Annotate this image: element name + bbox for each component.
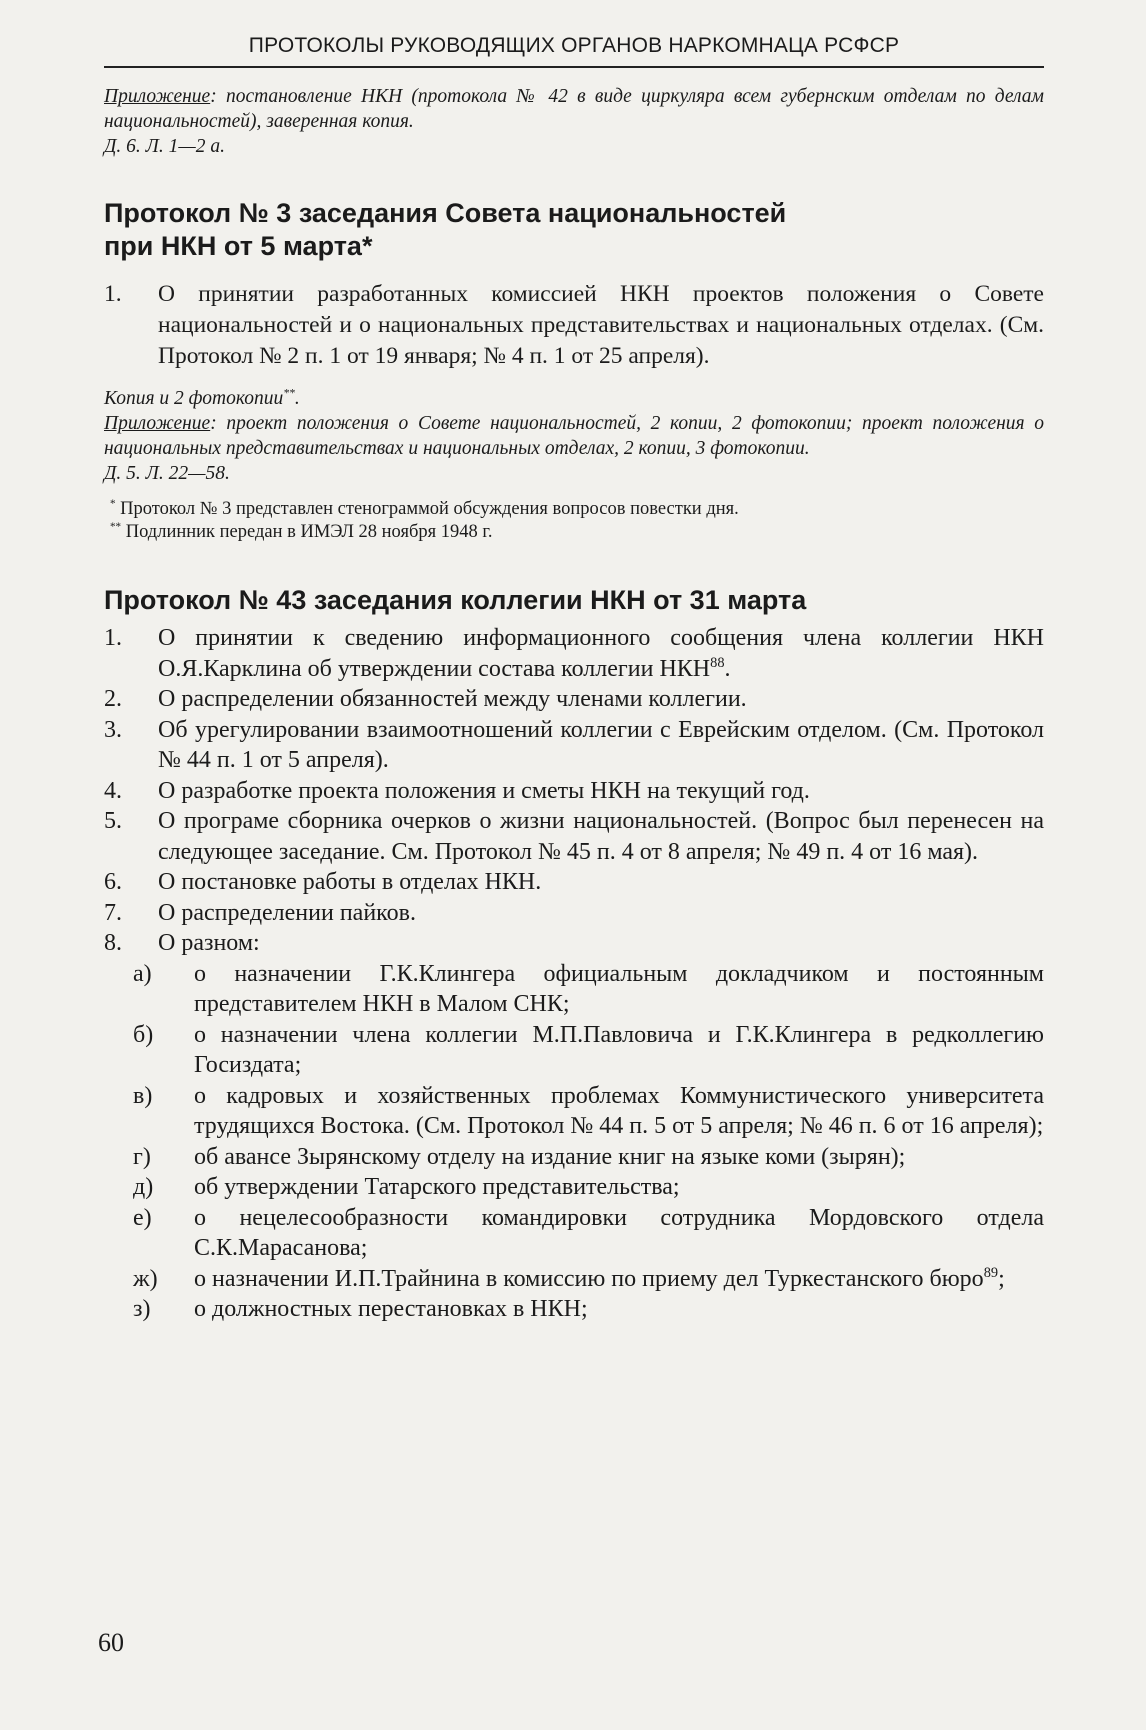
- item-text: О постановке работы в отделах НКН.: [158, 869, 542, 895]
- item-end: .: [724, 655, 731, 682]
- item-number: 1.: [104, 281, 122, 307]
- footnote-text: Подлинник передан в ИМЭЛ 28 ноября 1948 г.: [121, 522, 493, 542]
- protocol-3-title: [104, 197, 1044, 263]
- sub-item-label: б): [133, 1021, 154, 1048]
- running-header: ПРОТОКОЛЫ РУКОВОДЯЩИХ ОРГАНОВ НАРКОМНАЦА РСФСР: [248, 34, 900, 57]
- copies-mark: **: [283, 386, 295, 400]
- sub-item: [104, 1172, 1044, 1203]
- agenda-item: [104, 898, 1044, 929]
- copies-note: Копия и 2 фотокопии**.: [104, 386, 300, 409]
- item-text: Об урегулировании взаимоотношений коллегии с Еврейским отделом. (См. Протокол № 44 п. 1 от 5 апреля).: [158, 716, 1044, 773]
- endnote-ref: 88: [710, 654, 725, 671]
- sub-item-text: о назначении И.П.Трайнина в комиссию по приему дел Туркестанского бюро: [194, 1265, 984, 1292]
- item-number: 1.: [104, 625, 122, 651]
- item-number: 5.: [104, 808, 122, 834]
- sub-item-label: ж): [133, 1265, 158, 1292]
- sub-item-label: з): [133, 1296, 151, 1322]
- archive-reference: Д. 5. Л. 22—58.: [104, 463, 230, 484]
- sub-item: [104, 1294, 1044, 1325]
- item-number: 3.: [104, 716, 122, 743]
- agenda-item: [104, 279, 1044, 372]
- item-number: 8.: [104, 930, 122, 956]
- sub-item-text: о нецелесообразности командировки сотрудника Мордовского отдела С.К.Марасанова;: [194, 1204, 1044, 1261]
- footnote: [104, 498, 1044, 521]
- miscellaneous-subitems: [104, 959, 1044, 1325]
- agenda-item: [104, 776, 1044, 807]
- item-text: О разработке проекта положения и сметы НКН на текущий год.: [158, 777, 810, 804]
- item-number: 2.: [104, 686, 122, 712]
- endnote-ref: 89: [983, 1264, 999, 1281]
- agenda-item: [104, 867, 1044, 898]
- agenda-item: [104, 715, 1044, 776]
- protocol-3-title-line1: Протокол № 3 заседания Совета национальностей: [104, 198, 787, 228]
- sub-item-text: о должностных перестановках в НКН;: [194, 1296, 588, 1322]
- item-text: О принятии к сведению информационного сообщения члена коллегии НКН О.Я.Карклина об утверждении состава коллегии НКН: [158, 625, 1044, 682]
- appendix-label: Приложение: [104, 86, 211, 107]
- item-text: О принятии разработанных комиссией НКН проектов положения о Совете национальностей и о национальных представительствах и национальных отделах. (См. Протокол № 2 п. 1 от 19 января; № 4 п. 1 от 25 апреля).: [158, 281, 1044, 369]
- sub-item-label: е): [133, 1204, 152, 1231]
- sub-item-end: ;: [998, 1265, 1005, 1292]
- page-number: 60: [98, 1628, 124, 1657]
- protocol-3-title-mark: *: [361, 231, 373, 261]
- agenda-item: [104, 928, 1044, 959]
- footnotes: [104, 498, 1044, 544]
- sub-item: [104, 1142, 1044, 1173]
- item-text: О распределении пайков.: [158, 899, 416, 926]
- top-appendix-note: [104, 84, 1044, 134]
- sub-item: [104, 1020, 1044, 1081]
- agenda-item: [104, 684, 1044, 715]
- protocol-43-title: Протокол № 43 заседания коллегии НКН от 31 марта: [104, 585, 807, 615]
- protocol-3-title-line2: при НКН от 5 марта: [104, 231, 362, 261]
- item-text: О разном:: [158, 930, 260, 956]
- item-text: О програме сборника очерков о жизни национальностей. (Вопрос был перенесен на следующее заседание. См. Протокол № 45 п. 4 от 8 апреля; № 49 п. 4 от 16 мая).: [158, 808, 1044, 865]
- sub-item: [104, 1203, 1044, 1264]
- appendix-text: : постановление НКН (протокола № 42 в виде циркуляра всем губернским отделам по делам национальностей), заверенная копия.: [104, 86, 1044, 132]
- copies-text: Копия и 2 фотокопии: [104, 388, 284, 409]
- sub-item-text: об авансе Зырянскому отделу на издание книг на языке коми (зырян);: [194, 1143, 906, 1170]
- header-rule: [104, 66, 1044, 68]
- agenda-item: [104, 623, 1044, 684]
- sub-item-label: в): [133, 1082, 153, 1109]
- footnote-mark: **: [110, 520, 122, 533]
- item-number: 6.: [104, 869, 122, 895]
- item-text: О распределении обязанностей между членами коллегии.: [158, 686, 747, 712]
- protocol-3-agenda: [104, 279, 1044, 372]
- protocol-43-agenda: [104, 623, 1044, 959]
- archive-reference: Д. 6. Л. 1—2 а.: [104, 136, 225, 157]
- sub-item-label: д): [133, 1174, 154, 1200]
- sub-item-text: о назначении Г.К.Клингера официальным докладчиком и постоянным представителем НКН в Малом СНК;: [194, 960, 1044, 1017]
- protocol-3-appendix: [104, 411, 1044, 461]
- item-number: 7.: [104, 899, 122, 926]
- appendix-label: Приложение: [104, 413, 211, 434]
- sub-item-text: об утверждении Татарского представительства;: [194, 1174, 680, 1200]
- footnote-text: Протокол № 3 представлен стенограммой обсуждения вопросов повестки дня.: [115, 499, 739, 519]
- footnote-mark: *: [110, 497, 116, 510]
- sub-item-text: о назначении члена коллегии М.П.Павловича и Г.К.Клингера в редколлегию Госиздата;: [194, 1021, 1044, 1078]
- sub-item: [104, 959, 1044, 1020]
- agenda-item: [104, 806, 1044, 867]
- footnote: [104, 521, 1044, 544]
- page-content: [104, 84, 1044, 1325]
- sub-item-label: г): [133, 1143, 151, 1170]
- sub-item-text: о кадровых и хозяйственных проблемах Коммунистического университета трудящихся Востока. (См. Протокол № 44 п. 5 от 5 апреля; № 46 п. 6 от 16 апреля);: [194, 1082, 1044, 1139]
- sub-item-label: а): [133, 960, 152, 987]
- item-number: 4.: [104, 777, 122, 804]
- sub-item: [104, 1081, 1044, 1142]
- sub-item: [104, 1264, 1044, 1295]
- appendix-text: : проект положения о Совете национальностей, 2 копии, 2 фотокопии; проект положения о национальных представительствах и национальных отделах, 2 копии, 3 фотокопии.: [104, 413, 1044, 459]
